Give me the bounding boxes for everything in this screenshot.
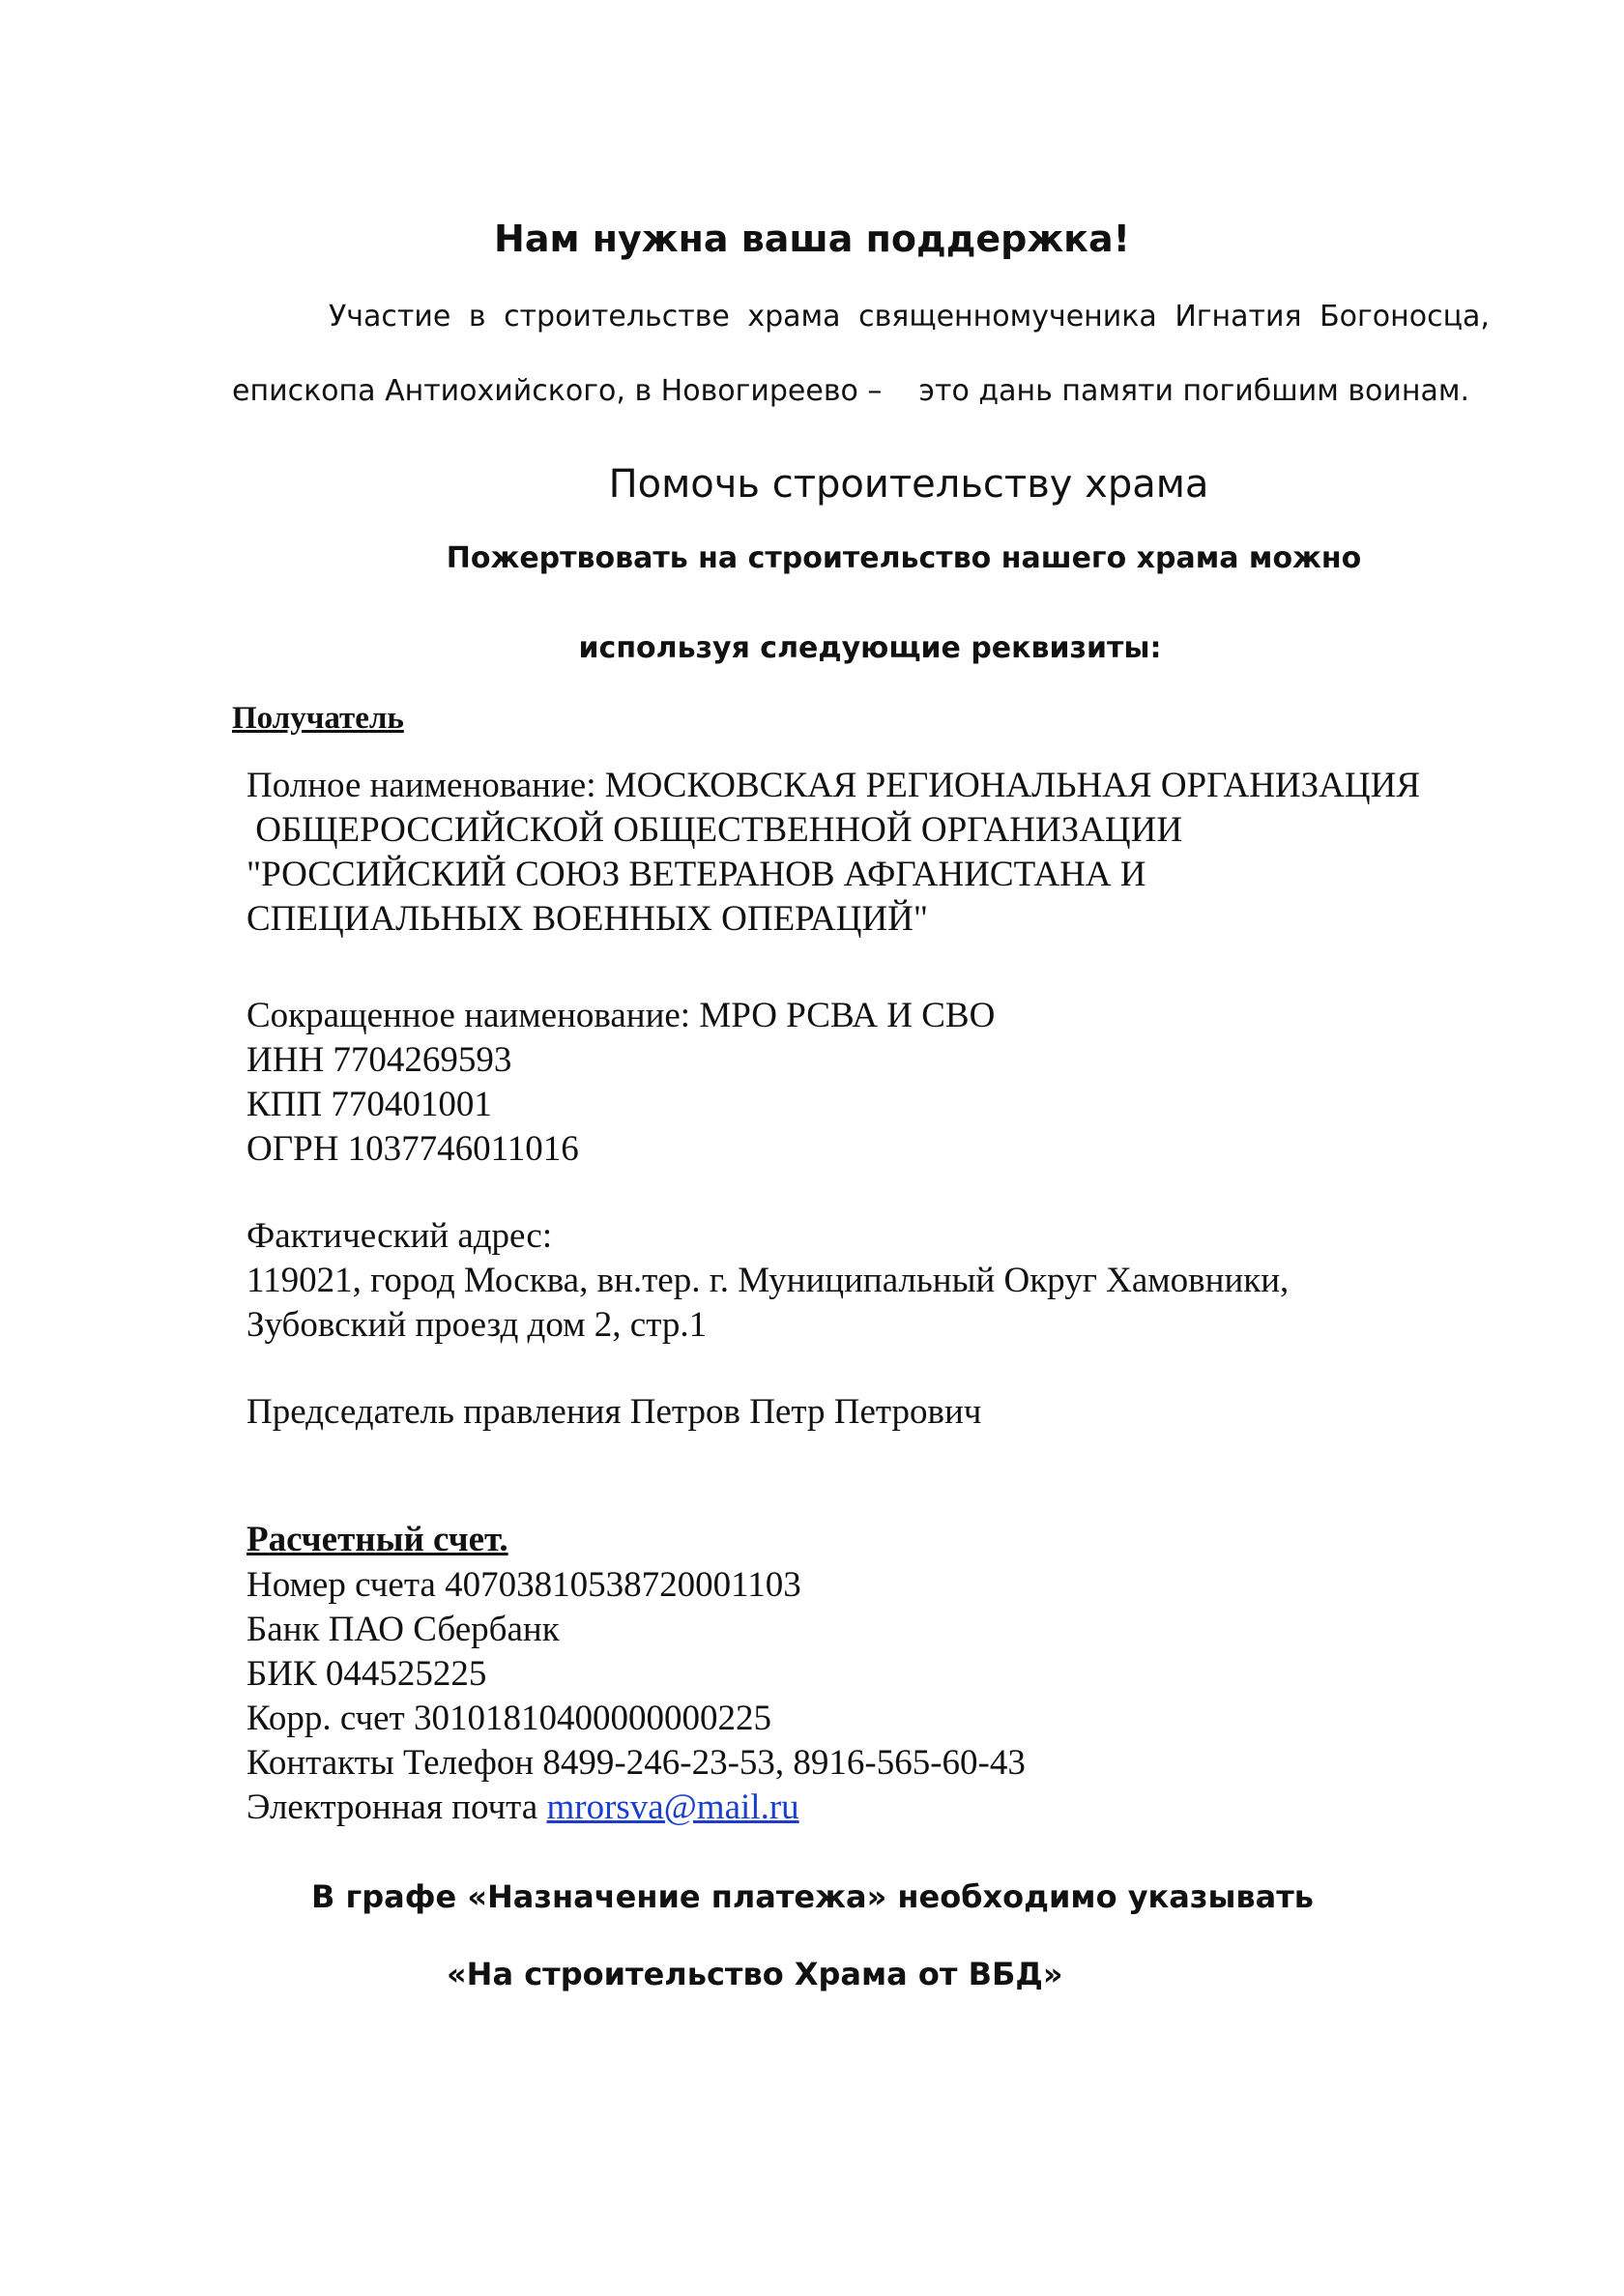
corr-account: Корр. счет 30101810400000000225 xyxy=(246,1699,771,1738)
contacts: Контакты Телефон 8499-246-23-53, 8916-565-60-43 xyxy=(246,1743,1026,1783)
purpose-line-2: «На строительство Храма от ВБД» xyxy=(447,1956,1063,1992)
email-label: Электронная почта xyxy=(246,1787,538,1827)
address-line-2: Зубовский проезд дом 2, стр.1 xyxy=(246,1305,708,1345)
address-label: Фактический адрес: xyxy=(246,1216,553,1256)
email-link[interactable]: mrorsva@mail.ru xyxy=(546,1787,799,1827)
help-heading: Помочь строительству храма xyxy=(608,462,1209,507)
bik: БИК 044525225 xyxy=(246,1654,487,1694)
donate-line-1: Пожертвовать на строительство нашего храма можно xyxy=(446,541,1362,575)
full-name-line-2: ОБЩЕРОССИЙСКОЙ ОБЩЕСТВЕННОЙ ОРГАНИЗАЦИИ xyxy=(246,810,1183,850)
inn: ИНН 7704269593 xyxy=(246,1040,512,1080)
short-name: Сокращенное наименование: МРО РСВА И СВО xyxy=(246,996,996,1035)
page-title: Нам нужна ваша поддержка! xyxy=(494,218,1130,260)
intro-line-1: Участие в строительстве храма священномученика Игнатия Богоносца, xyxy=(329,300,1490,334)
purpose-line-1: В графе «Назначение платежа» необходимо указывать xyxy=(311,1878,1315,1915)
bank-name: Банк ПАО Сбербанк xyxy=(246,1610,560,1649)
email-row xyxy=(246,1786,799,1830)
recipient-label: Получатель xyxy=(232,701,404,736)
full-name-line-3: "РОССИЙСКИЙ СОЮЗ ВЕТЕРАНОВ АФГАНИСТАНА И xyxy=(246,855,1146,894)
account-number: Номер счета 40703810538720001103 xyxy=(246,1565,801,1605)
full-name-line-1: Полное наименование: МОСКОВСКАЯ РЕГИОНАЛЬНАЯ ОРГАНИЗАЦИЯ xyxy=(246,766,1421,805)
account-label: Расчетный счет. xyxy=(246,1520,508,1559)
chairman: Председатель правления Петров Петр Петрович xyxy=(246,1392,982,1432)
full-name-line-4: СПЕЦИАЛЬНЫХ ВОЕННЫХ ОПЕРАЦИЙ" xyxy=(246,899,929,939)
ogrn: ОГРН 1037746011016 xyxy=(246,1129,579,1169)
intro-line-2: епископа Антиохийского, в Новогиреево – это дань памяти погибшим воинам. xyxy=(232,374,1470,408)
kpp: КПП 770401001 xyxy=(246,1085,492,1124)
donate-line-2: используя следующие реквизиты: xyxy=(578,631,1162,665)
address-line-1: 119021, город Москва, вн.тер. г. Муниципальный Округ Хамовники, xyxy=(246,1261,1290,1300)
